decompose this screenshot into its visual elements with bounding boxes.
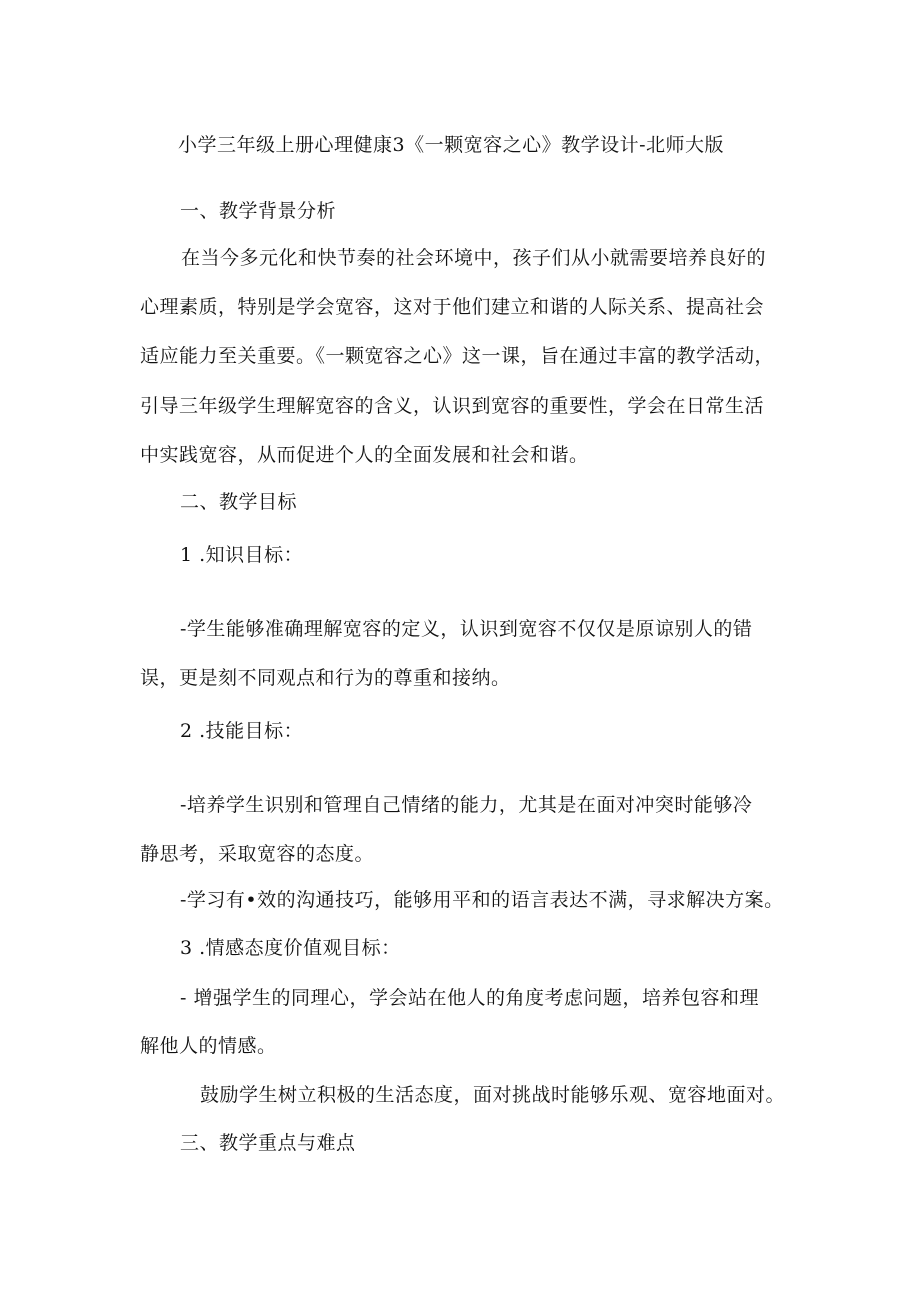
document-title: 小学三年级上册心理健康3《一颗宽容之心》教学设计-北师大版 xyxy=(178,134,725,156)
paragraph-line: 心理素质，特别是学会宽容，这对于他们建立和谐的人际关系、提高社会 xyxy=(140,296,765,318)
goal-label-skills: 2 .技能目标： xyxy=(180,720,304,742)
goal-line: - 增强学生的同理心，学会站在他人的角度考虑问题，培养包容和理 xyxy=(180,987,759,1009)
goal-line: -学习有•效的沟通技巧，能够用平和的语言表达不满，寻求解决方案。 xyxy=(180,889,784,911)
goal-label-values: 3 .情感态度价值观目标： xyxy=(180,937,401,959)
goal-line: -学生能够准确理解宽容的定义，认识到宽容不仅仅是原谅别人的错 xyxy=(180,618,753,640)
section-heading-goals: 二、教学目标 xyxy=(180,491,298,513)
goal-label-knowledge: 1 .知识目标： xyxy=(180,544,304,566)
goal-line: 鼓励学生树立积极的生活态度，面对挑战时能够乐观、宽容地面对。 xyxy=(200,1084,786,1106)
goal-line: 静思考，采取宽容的态度。 xyxy=(140,843,375,865)
goal-line: -培养学生识别和管理自己情绪的能力，尤其是在面对冲突时能够冷 xyxy=(180,794,753,816)
paragraph-line: 引导三年级学生理解宽容的含义，认识到宽容的重要性，学会在日常生活 xyxy=(140,395,765,417)
paragraph-line: 在当今多元化和快节奏的社会环境中，孩子们从小就需要培养良好的 xyxy=(181,247,767,269)
section-heading-background: 一、教学背景分析 xyxy=(180,200,337,222)
goal-line: 解他人的情感。 xyxy=(140,1035,277,1057)
section-heading-key-points: 三、教学重点与难点 xyxy=(180,1132,356,1154)
paragraph-line: 中实践宽容，从而促进个人的全面发展和社会和谐。 xyxy=(140,444,589,466)
paragraph-line: 适应能力至关重要。《一颗宽容之心》这一课，旨在通过丰富的教学活动， xyxy=(140,345,775,367)
goal-line: 误，更是刻不同观点和行为的尊重和接纳。 xyxy=(140,667,511,689)
